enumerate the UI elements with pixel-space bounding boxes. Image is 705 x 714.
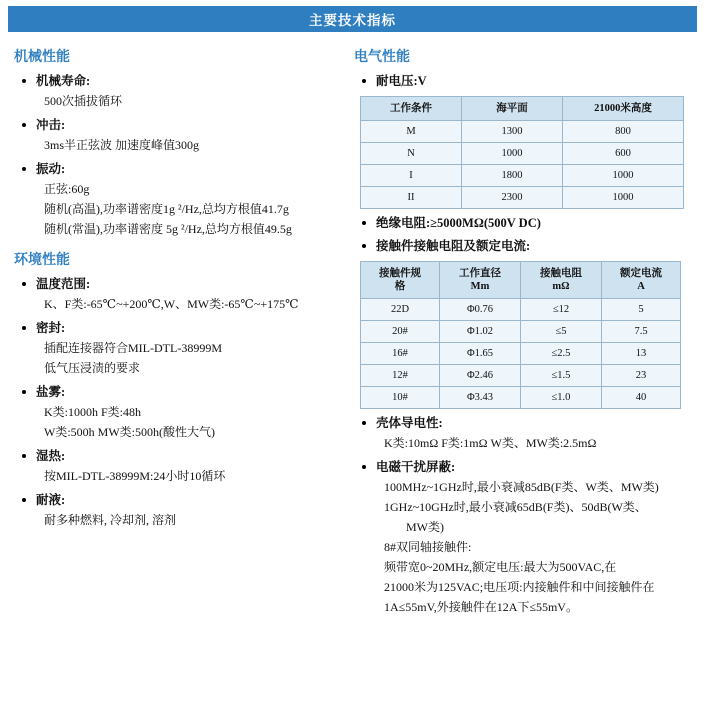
item-body-line: 耐多种燃料, 冷却剂, 溶剂 [44, 513, 177, 527]
electrical-list-2 [348, 215, 697, 255]
item-body-line: 正弦:60g [44, 182, 90, 196]
list-item [22, 161, 334, 239]
cell: 7.5 [602, 321, 681, 343]
list-item-insulation [362, 215, 697, 232]
cell: 1800 [462, 165, 563, 187]
table-header-row [361, 97, 684, 121]
item-body [36, 295, 334, 314]
cell: ≤1.0 [521, 387, 602, 409]
item-body-line: W类:500h MW类:500h(酸性大气) [44, 425, 215, 439]
item-label: 耐液: [36, 493, 66, 507]
list-item [22, 73, 334, 111]
cell: 1000 [563, 165, 684, 187]
cell: 20# [361, 321, 440, 343]
table-row [361, 343, 681, 365]
cell: I [361, 165, 462, 187]
item-body-line: MW类) [406, 520, 444, 534]
environment-list [8, 276, 334, 530]
item-body [36, 403, 334, 442]
table-row [361, 143, 684, 165]
item-body [36, 511, 334, 530]
item-body [376, 434, 697, 453]
item-label: 温度范围: [36, 277, 91, 291]
item-body-line: 8#双同轴接触件: [384, 540, 472, 554]
item-body [36, 136, 334, 155]
item-body-line: 按MIL-DTL-38999M:24小时10循环 [44, 469, 226, 483]
cell: ≤5 [521, 321, 602, 343]
cell: Φ1.65 [440, 343, 521, 365]
cell: ≤12 [521, 299, 602, 321]
content-columns [0, 32, 705, 623]
table-row [361, 321, 681, 343]
cell: 2300 [462, 187, 563, 209]
section-title-environment: 环境性能 [14, 251, 70, 267]
section-title-mechanical: 机械性能 [14, 48, 70, 64]
item-label: 电磁干扰屏蔽: [376, 460, 456, 474]
cell: M [361, 121, 462, 143]
page-title: 主要技术指标 [8, 6, 697, 32]
cell: 13 [602, 343, 681, 365]
item-body-line: 500次插拔循环 [44, 94, 123, 108]
item-body-line: 21000米为125VAC;电压项:内接触件和中间接触件在 [384, 580, 655, 594]
contact-table [360, 261, 681, 409]
item-body-line: 1GHz~10GHz时,最小衰减65dB(F类)、50dB(W类、 [384, 500, 647, 514]
cell: 1000 [462, 143, 563, 165]
cell: 1000 [563, 187, 684, 209]
item-label: 壳体导电性: [376, 416, 443, 430]
table-row [361, 365, 681, 387]
list-item [22, 276, 334, 314]
item-body [376, 478, 697, 617]
item-body-line: 随机(常温),功率谱密度 5g ²/Hz,总均方根值49.5g [44, 222, 292, 236]
item-body-line: 1A≤55mV,外接触件在12A下≤55mV。 [384, 600, 578, 614]
cell: 12# [361, 365, 440, 387]
column-header: 21000米高度 [563, 97, 684, 121]
electrical-list [348, 73, 697, 90]
cell: 40 [602, 387, 681, 409]
table-row [361, 121, 684, 143]
cell: 5 [602, 299, 681, 321]
item-body-line: 随机(高温),功率谱密度1g ²/Hz,总均方根值41.7g [44, 202, 289, 216]
cell: 1300 [462, 121, 563, 143]
cell: ≤1.5 [521, 365, 602, 387]
item-label: 振动: [36, 162, 66, 176]
list-item-shell [362, 415, 697, 453]
cell: 800 [563, 121, 684, 143]
table-row [361, 165, 684, 187]
column-header: 接触件规 格 [361, 262, 440, 299]
item-body-line: K、F类:-65℃~+200℃,W、MW类:-65℃~+175℃ [44, 297, 299, 311]
cell: 10# [361, 387, 440, 409]
list-item [22, 320, 334, 378]
item-label: 机械寿命: [36, 74, 91, 88]
list-item [22, 448, 334, 486]
column-header: 接触电阻 mΩ [521, 262, 602, 299]
right-column [344, 42, 697, 623]
column-header: 海平面 [462, 97, 563, 121]
cell: N [361, 143, 462, 165]
cell: 16# [361, 343, 440, 365]
list-item-emi [362, 459, 697, 617]
item-body-line: 低气压浸渍的要求 [44, 361, 141, 375]
item-label: 冲击: [36, 118, 66, 132]
item-body [36, 180, 334, 239]
item-body [36, 92, 334, 111]
list-item-contact [362, 238, 697, 255]
list-item [22, 492, 334, 530]
item-body-line: 频带宽0~20MHz,额定电压:最大为500VAC,在 [384, 560, 617, 574]
cell: II [361, 187, 462, 209]
item-label: 湿热: [36, 449, 66, 463]
item-body-line: K类:1000h F类:48h [44, 405, 142, 419]
item-body-line: K类:10mΩ F类:1mΩ W类、MW类:2.5mΩ [384, 436, 597, 450]
cell: Φ2.46 [440, 365, 521, 387]
cell: Φ1.02 [440, 321, 521, 343]
item-body [36, 339, 334, 378]
spec-page [0, 6, 705, 714]
item-label-text: 绝缘电阻: [376, 216, 431, 230]
voltage-table [360, 96, 684, 209]
item-body-line: 100MHz~1GHz时,最小衰减85dB(F类、W类、MW类) [384, 480, 659, 494]
list-item [22, 117, 334, 155]
electrical-list-3 [348, 415, 697, 617]
list-item-voltage [362, 73, 697, 90]
mechanical-list [8, 73, 334, 239]
column-header: 额定电流 A [602, 262, 681, 299]
item-label: 接触件接触电阻及额定电流: [376, 239, 531, 253]
table-row [361, 387, 681, 409]
item-label [376, 215, 697, 232]
cell: ≤2.5 [521, 343, 602, 365]
cell: 600 [563, 143, 684, 165]
cell: 22D [361, 299, 440, 321]
table-row [361, 187, 684, 209]
list-item [22, 384, 334, 442]
table-row [361, 299, 681, 321]
table-header-row [361, 262, 681, 299]
column-header: 工作条件 [361, 97, 462, 121]
item-body-line: 3ms半正弦波 加速度峰值300g [44, 138, 200, 152]
column-header: 工作直径 Mm [440, 262, 521, 299]
item-body [36, 467, 334, 486]
item-body-line: 插配连接器符合MIL-DTL-38999M [44, 341, 222, 355]
cell: 23 [602, 365, 681, 387]
cell: Φ3.43 [440, 387, 521, 409]
section-title-electrical: 电气性能 [354, 48, 410, 64]
left-column [8, 42, 344, 623]
item-label: 盐雾: [36, 385, 66, 399]
item-label: 密封: [36, 321, 66, 335]
cell: Φ0.76 [440, 299, 521, 321]
item-label: 耐电压:V [376, 74, 427, 88]
item-value-text: ≥5000MΩ(500V DC) [430, 216, 541, 230]
